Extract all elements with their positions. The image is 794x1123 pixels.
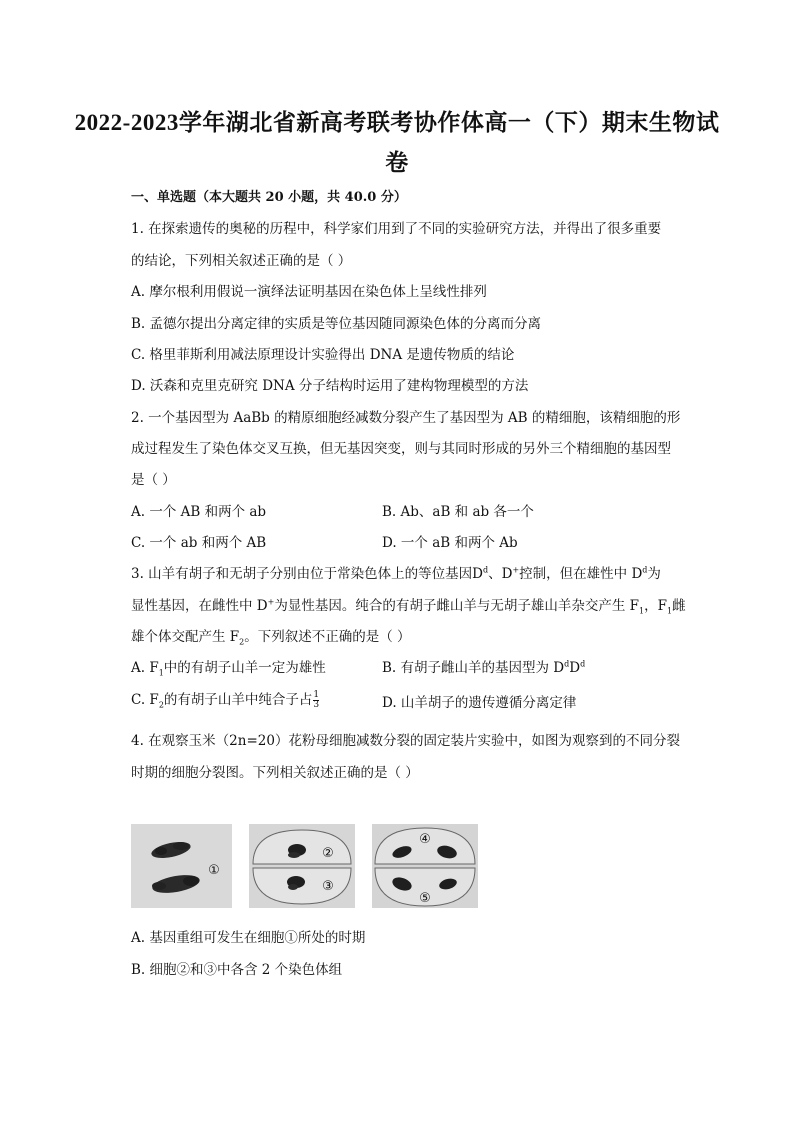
micrograph-cells-4-5 <box>372 824 478 908</box>
q4-stem-line-1: 4. 在观察玉米（2n=20）花粉母细胞减数分裂的固定装片实验中，如图为观察到的不同分裂 <box>131 733 680 749</box>
q2-stem-line-1: 2. 一个基因型为 AaBb 的精原细胞经减数分裂产生了基因型为 AB 的精细胞，该精细胞的形 <box>131 410 681 426</box>
q4-option-a: A. 基因重组可发生在细胞①所处的时期 <box>131 930 366 946</box>
q2-stem-line-3: 是（ ） <box>131 472 176 488</box>
q1-stem-line-2: 的结论，下列相关叙述正确的是（ ） <box>131 253 352 269</box>
q1-option-c: C. 格里菲斯利用减法原理设计实验得出 DNA 是遗传物质的结论 <box>131 347 515 363</box>
section-heading: 一、单选题（本大题共 20 小题，共 40.0 分） <box>131 190 407 205</box>
micrograph-cell-1 <box>131 824 232 908</box>
q2-stem-line-2: 成过程发生了染色体交叉互换，但无基因突变，则与其同时形成的另外三个精细胞的基因型 <box>131 441 671 457</box>
micrograph-cells-2-3 <box>249 824 355 908</box>
cell-label-4: ④ <box>419 832 431 847</box>
q1-option-d: D. 沃森和克里克研究 DNA 分子结构时运用了建构物理模型的方法 <box>131 378 529 394</box>
q3-option-a: A. $F_1$中的有胡子山羊一定为雄性 <box>131 660 326 678</box>
q3-stem-line-1: 3. 山羊有胡子和无胡子分别由位于常染色体上的等位基因$D^d$、D+控制，但在雄性中 $D^d$为 <box>131 565 661 582</box>
q3-option-b: B. 有胡子雌山羊的基因型为 $D^dD^d$ <box>382 659 586 676</box>
q4-stem-line-2: 时期的细胞分裂图。下列相关叙述正确的是（ ） <box>131 765 419 781</box>
q1-option-a: A. 摩尔根利用假说一演绎法证明基因在染色体上呈线性排列 <box>131 284 487 300</box>
cell-label-5: ⑤ <box>419 891 431 906</box>
q4-option-b: B. 细胞②和③中各含 2 个染色体组 <box>131 962 343 978</box>
cell-label-3: ③ <box>322 879 334 894</box>
q3-option-c: C. $F_2$的有胡子山羊中纯合子占 $\frac{1}{3}$ <box>131 690 320 710</box>
q2-option-c: C. 一个 ab 和两个 AB <box>131 535 267 551</box>
cell-label-1: ① <box>208 863 220 878</box>
q3-stem-line-2: 显性基因，在雌性中 D+为显性基因。纯合的有胡子雌山羊与无胡子雄山羊杂交产生 $F_1$，$F_1$雌 <box>131 597 686 616</box>
q1-option-b: B. 孟德尔提出分离定律的实质是等位基因随同源染色体的分离而分离 <box>131 316 542 332</box>
q3-stem-line-3: 雄个体交配产生 $F_2$。下列叙述不正确的是（ ） <box>131 629 411 647</box>
q2-option-a: A. 一个 AB 和两个 ab <box>131 504 267 520</box>
q3-option-d: D. 山羊胡子的遗传遵循分离定律 <box>382 695 577 711</box>
fraction-one-third: $\frac{1}{3}$ <box>313 690 320 710</box>
q2-option-d: D. 一个 aB 和两个 Ab <box>382 535 518 551</box>
cell-label-2: ② <box>322 846 334 861</box>
page-title-line-2: 卷 <box>385 150 409 175</box>
q2-option-b: B. Ab、aB 和 ab 各一个 <box>382 504 534 520</box>
page-title-line-1: 2022-2023学年湖北省新高考联考协作体高一（下）期末生物试 <box>74 110 720 135</box>
q1-stem-line-1: 1. 在探索遗传的奥秘的历程中，科学家们用到了不同的实验研究方法，并得出了很多重要 <box>131 221 662 237</box>
